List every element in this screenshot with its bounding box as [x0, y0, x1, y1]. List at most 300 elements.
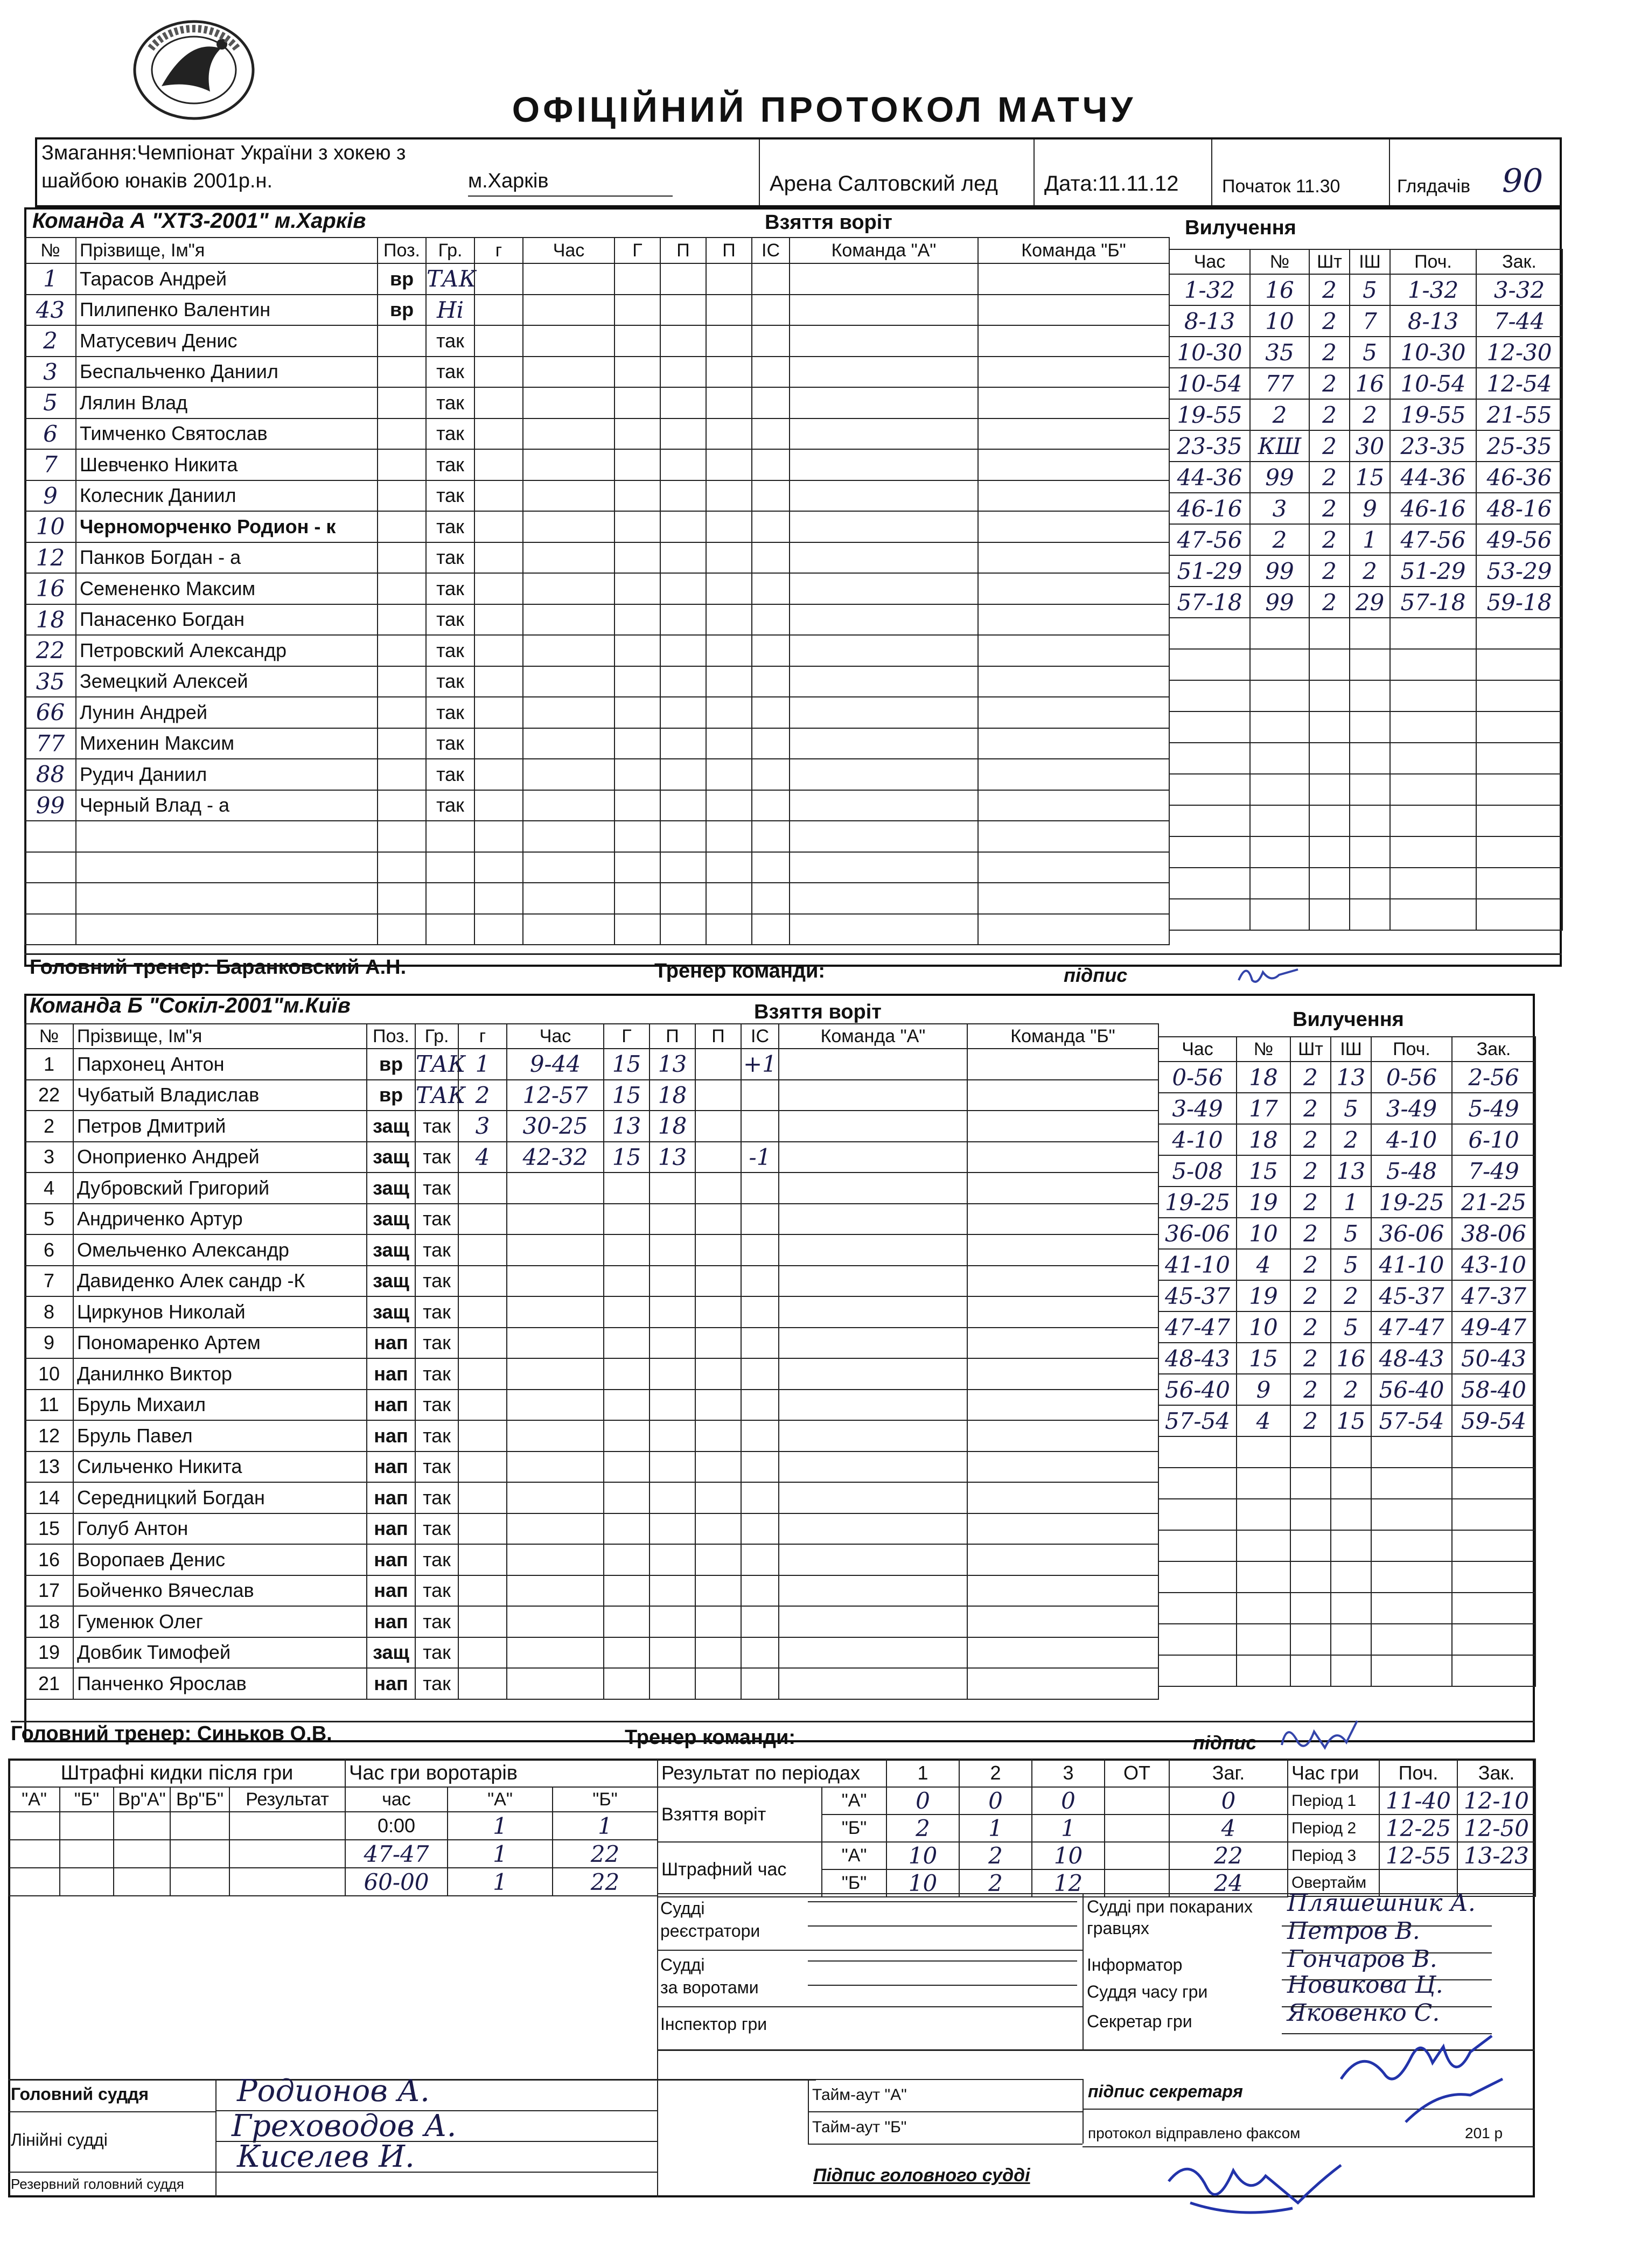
- goal-g: [458, 1637, 507, 1669]
- secretary-sign-label: підпис секретаря: [1088, 2082, 1243, 2101]
- player-position: [378, 666, 426, 697]
- player-number: 18: [25, 1606, 73, 1637]
- goalie-time-header: Час гри воротарів: [345, 1759, 658, 1787]
- goal-row: [458, 1204, 1158, 1235]
- penalty-ish: [1350, 899, 1390, 930]
- goal-time: [507, 1606, 604, 1637]
- penalty-row: [1169, 774, 1562, 805]
- goal-row: [474, 542, 1169, 574]
- player-position: нап: [367, 1451, 415, 1483]
- goal-time: [523, 728, 614, 759]
- goal-G: [614, 635, 660, 666]
- player-position: защ: [367, 1266, 415, 1297]
- penalty-start: 57-54: [1371, 1405, 1452, 1436]
- table-row: [25, 480, 474, 512]
- penalty-sht: 2: [1309, 274, 1350, 305]
- goal-time: [507, 1173, 604, 1204]
- goals-a-total: 0: [1169, 1787, 1288, 1815]
- penalty-sht: 2: [1290, 1374, 1331, 1405]
- goal-g: [474, 697, 523, 728]
- goal-team-a-cell: [779, 1358, 967, 1390]
- main-judge-sign-label: Підпис головного судді: [813, 2165, 1030, 2186]
- penalty-row: [1158, 1280, 1535, 1311]
- penalty-num: [1237, 1655, 1290, 1686]
- player-number: 21: [25, 1668, 73, 1699]
- penalty-num: 18: [1237, 1062, 1290, 1093]
- penalty-ish: 13: [1331, 1155, 1371, 1187]
- player-name: Семененко Максим: [76, 573, 378, 604]
- goal-team-a-cell: [779, 1296, 967, 1328]
- goal-P: [650, 1204, 695, 1235]
- goal-team-b-cell: [967, 1606, 1158, 1637]
- goal-team-a-cell: [790, 759, 978, 790]
- goal-row: [474, 604, 1169, 636]
- city: м.Харків: [468, 170, 549, 192]
- penalty-row: [1169, 711, 1562, 743]
- goal-P2: [706, 357, 752, 388]
- penalty-ish: 2: [1331, 1374, 1371, 1405]
- penalty-start: 1-32: [1390, 274, 1476, 305]
- goal-team-b-cell: [967, 1204, 1158, 1235]
- goal-P: [660, 697, 706, 728]
- penalty-sht: 2: [1309, 337, 1350, 368]
- team-b-pen-header: Вилучення: [1293, 1008, 1404, 1031]
- player-status: так: [415, 1296, 458, 1328]
- goal-P: 18: [650, 1111, 695, 1142]
- table-row: [25, 511, 474, 542]
- goal-row: [458, 1328, 1158, 1359]
- player-name: Земецкий Алексей: [76, 666, 378, 697]
- penalty-ish: [1331, 1561, 1371, 1593]
- goal-G: [604, 1296, 650, 1328]
- goal-P2: [695, 1080, 741, 1111]
- player-number: 4: [25, 1173, 73, 1204]
- goal-team-b-cell: [967, 1358, 1158, 1390]
- penalty-start: 47-56: [1390, 524, 1476, 555]
- goal-time: [507, 1575, 604, 1607]
- goal-P: [650, 1173, 695, 1204]
- table-row: [25, 1234, 458, 1266]
- goal-team-a-cell: [790, 821, 978, 852]
- goal-team-a-cell: [790, 573, 978, 604]
- pim-b-p3: 12: [1032, 1869, 1105, 1897]
- goal-row: [458, 1668, 1158, 1699]
- p-col-total: Заг.: [1169, 1759, 1288, 1787]
- penalty-row: [1169, 680, 1562, 711]
- penalty-start: 41-10: [1371, 1249, 1452, 1280]
- player-name: Голуб Антон: [73, 1513, 367, 1545]
- goal-P: [660, 573, 706, 604]
- player-position: нап: [367, 1358, 415, 1390]
- goal-P2: [695, 1606, 741, 1637]
- penalty-num: 3: [1250, 493, 1309, 524]
- goal-G: [604, 1544, 650, 1575]
- empty-cell: [378, 883, 426, 914]
- player-name: Тарасов Андрей: [76, 263, 378, 295]
- penalty-time: 48-43: [1158, 1343, 1237, 1374]
- goal-g: [458, 1390, 507, 1421]
- penalty-start: [1371, 1530, 1452, 1561]
- penalty-ish: [1331, 1593, 1371, 1624]
- penalty-row: [1169, 587, 1562, 618]
- team-a-coach: Головний тренер: Баранковский А.Н.: [30, 956, 407, 979]
- goal-g: [458, 1328, 507, 1359]
- penalty-ish: 5: [1350, 274, 1390, 305]
- penalty-ish: 5: [1331, 1249, 1371, 1280]
- pim-a-total: 22: [1169, 1842, 1288, 1869]
- goal-P2: [695, 1451, 741, 1483]
- penalty-start: [1390, 711, 1476, 743]
- game-time-row: [1288, 1815, 1535, 1842]
- player-name: Циркунов Николай: [73, 1296, 367, 1328]
- penalty-time: [1169, 805, 1250, 836]
- penalty-num: [1250, 836, 1309, 868]
- col-name: Прізвище, Ім"я: [76, 238, 378, 263]
- goal-team-a-cell: [779, 1111, 967, 1142]
- goal-G: [604, 1451, 650, 1483]
- player-name: Лялин Влад: [76, 387, 378, 418]
- penalty-num: 15: [1237, 1155, 1290, 1187]
- penalty-row: [1169, 524, 1562, 555]
- period-label: Період 2: [1288, 1815, 1379, 1842]
- goal-team-a-cell: [790, 666, 978, 697]
- goals-b-ot: [1105, 1815, 1169, 1842]
- penalty-sht: 2: [1309, 368, 1350, 399]
- goal-team-a-cell: [790, 357, 978, 388]
- table-row: [25, 418, 474, 450]
- player-position: [378, 790, 426, 821]
- goal-IS: [741, 1637, 779, 1669]
- goal-P2: [706, 666, 752, 697]
- line-judge-1: Греховодов А.: [232, 2109, 457, 2144]
- goal-g: 1: [458, 1049, 507, 1080]
- goal-P2: [695, 1637, 741, 1669]
- goal-g: [458, 1420, 507, 1451]
- goal-P: 18: [650, 1080, 695, 1111]
- player-name: Пономаренко Артем: [73, 1328, 367, 1359]
- player-status: ТАК: [426, 263, 474, 295]
- gt-col-a: "А": [448, 1787, 553, 1812]
- goal-G: [614, 295, 660, 326]
- penalty-num: 77: [1250, 368, 1309, 399]
- penalty-num: [1250, 805, 1309, 836]
- goal-g: [458, 1575, 507, 1607]
- goal-IS: [752, 852, 790, 883]
- player-position: защ: [367, 1204, 415, 1235]
- informer-label: Інформатор: [1087, 1955, 1183, 1974]
- goal-time: [523, 542, 614, 574]
- goal-time: [523, 480, 614, 512]
- penalty-ish: [1331, 1530, 1371, 1561]
- team-a-penalties-table: [1169, 249, 1563, 931]
- penalty-num: [1237, 1436, 1290, 1468]
- goal-P2: [706, 449, 752, 480]
- goal-team-b-cell: [967, 1637, 1158, 1669]
- penalty-start: [1390, 618, 1476, 649]
- col-IS: ІС: [752, 238, 790, 263]
- player-number: 5: [25, 1204, 73, 1235]
- penalty-row: [1169, 805, 1562, 836]
- empty-cell: [25, 852, 76, 883]
- player-name: Бойченко Вячеслав: [73, 1575, 367, 1607]
- player-number: 22: [25, 1080, 73, 1111]
- player-status: ТАК: [415, 1049, 458, 1080]
- penalty-ish: [1350, 649, 1390, 680]
- goal-team-a-cell: [779, 1173, 967, 1204]
- goal-time: [507, 1637, 604, 1669]
- goal-g: [474, 449, 523, 480]
- goal-time: [507, 1204, 604, 1235]
- goal-row: [458, 1451, 1158, 1483]
- penalty-start: 23-35: [1390, 430, 1476, 462]
- shootout-col: Результат: [229, 1787, 345, 1812]
- penalty-ish: [1350, 774, 1390, 805]
- goal-time: [507, 1234, 604, 1266]
- penalty-start: [1371, 1436, 1452, 1468]
- penalty-time: 5-08: [1158, 1155, 1237, 1187]
- player-number: 9: [25, 1328, 73, 1359]
- penalty-ish: 7: [1350, 305, 1390, 337]
- penalty-ish: 2: [1350, 555, 1390, 587]
- player-position: [378, 697, 426, 728]
- penalty-row: [1158, 1499, 1535, 1530]
- goals-b-p1: 2: [886, 1815, 959, 1842]
- empty-cell: [426, 821, 474, 852]
- penalty-start: [1390, 774, 1476, 805]
- player-name: Петров Дмитрий: [73, 1111, 367, 1142]
- goal-row: [458, 1513, 1158, 1545]
- goal-row: [458, 1296, 1158, 1328]
- goal-IS: [741, 1266, 779, 1297]
- player-position: нап: [367, 1575, 415, 1607]
- penalty-row: [1158, 1062, 1535, 1093]
- player-status: так: [426, 357, 474, 388]
- goal-row: [474, 883, 1169, 914]
- goal-team-b-cell: [967, 1668, 1158, 1699]
- player-name: Довбик Тимофей: [73, 1637, 367, 1669]
- penalty-ish: [1331, 1655, 1371, 1686]
- player-position: защ: [367, 1111, 415, 1142]
- player-position: [378, 357, 426, 388]
- empty-cell: [426, 914, 474, 945]
- goal-IS: [741, 1111, 779, 1142]
- goalie-cell: 22: [553, 1868, 658, 1896]
- team-a-coach-label: Тренер команди:: [654, 960, 826, 982]
- table-row: [25, 325, 474, 357]
- player-number: 15: [25, 1513, 73, 1545]
- goal-P2: [706, 573, 752, 604]
- penalty-row: [1169, 618, 1562, 649]
- penalty-time: 56-40: [1158, 1374, 1237, 1405]
- goal-row: [474, 790, 1169, 821]
- goal-g: [458, 1296, 507, 1328]
- penalty-ish: [1350, 711, 1390, 743]
- player-number: 3: [25, 1142, 73, 1173]
- goal-time: [507, 1390, 604, 1421]
- penalty-ish: 16: [1331, 1343, 1371, 1374]
- col-P: П: [660, 238, 706, 263]
- goal-IS: [741, 1204, 779, 1235]
- penalty-end: 47-37: [1452, 1280, 1535, 1311]
- penalty-end: 25-35: [1476, 430, 1562, 462]
- goal-P2: [706, 790, 752, 821]
- player-name: Лунин Андрей: [76, 697, 378, 728]
- player-position: нап: [367, 1668, 415, 1699]
- penalty-ish: 5: [1350, 337, 1390, 368]
- goal-team-b-cell: [967, 1234, 1158, 1266]
- goal-P: [660, 666, 706, 697]
- player-name: Пархонец Антон: [73, 1049, 367, 1080]
- team-b-sign-label: підпис: [1193, 1732, 1257, 1754]
- goal-time: [523, 295, 614, 326]
- goal-IS: [752, 357, 790, 388]
- table-row: [25, 1328, 458, 1359]
- player-status: так: [415, 1606, 458, 1637]
- goal-P2: [695, 1296, 741, 1328]
- goal-P2: [706, 263, 752, 295]
- player-number: 77: [25, 728, 76, 759]
- goal-team-a-cell: [779, 1328, 967, 1359]
- penalty-row: [1169, 649, 1562, 680]
- table-row: [25, 1266, 458, 1297]
- penalty-num: 9: [1237, 1374, 1290, 1405]
- table-row: [25, 1204, 458, 1235]
- player-status: так: [415, 1513, 458, 1545]
- gt-col-b: "Б": [553, 1787, 658, 1812]
- penalty-time: [1169, 868, 1250, 899]
- goal-time: [507, 1266, 604, 1297]
- goal-team-b-cell: [967, 1080, 1158, 1111]
- goal-P2: [695, 1482, 741, 1513]
- goal-time: [507, 1358, 604, 1390]
- team-a-goals-header: Взяття воріт: [765, 211, 892, 234]
- goal-IS: [752, 697, 790, 728]
- goal-IS: [741, 1420, 779, 1451]
- goal-P: [650, 1482, 695, 1513]
- player-status: так: [426, 573, 474, 604]
- goal-team-b-cell: [967, 1451, 1158, 1483]
- penalty-end: 38-06: [1452, 1218, 1535, 1249]
- player-number: 12: [25, 542, 76, 574]
- penalty-num: [1237, 1468, 1290, 1499]
- penalty-sht: 2: [1309, 555, 1350, 587]
- goal-IS: [741, 1606, 779, 1637]
- penalty-ish: [1350, 868, 1390, 899]
- penalty-end: 43-10: [1452, 1249, 1535, 1280]
- pim-b-p2: 2: [959, 1869, 1032, 1897]
- penalty-row: [1169, 899, 1562, 930]
- penalty-start: 57-18: [1390, 587, 1476, 618]
- player-number: 17: [25, 1575, 73, 1607]
- p-col-ot: ОТ: [1105, 1759, 1169, 1787]
- b-pen-col-start: Поч.: [1371, 1037, 1452, 1062]
- goals-a-p1: 0: [886, 1787, 959, 1815]
- b-col-name: Прізвище, Ім"я: [73, 1024, 367, 1049]
- player-status: так: [426, 511, 474, 542]
- penalty-num: [1237, 1530, 1290, 1561]
- penalty-end: 48-16: [1476, 493, 1562, 524]
- goal-P: [660, 604, 706, 636]
- penalty-start: 48-43: [1371, 1343, 1452, 1374]
- table-row: [25, 914, 474, 945]
- goal-P2: [695, 1173, 741, 1204]
- goal-P: [660, 480, 706, 512]
- meta-row: [35, 137, 1562, 207]
- player-number: 99: [25, 790, 76, 821]
- penalty-end: [1476, 774, 1562, 805]
- penalty-num: 99: [1250, 555, 1309, 587]
- player-status: ТАК: [415, 1080, 458, 1111]
- goal-g: [458, 1234, 507, 1266]
- goal-IS: [741, 1173, 779, 1204]
- penalty-start: [1390, 868, 1476, 899]
- table-row: [25, 573, 474, 604]
- goal-g: [458, 1204, 507, 1235]
- goal-P2: [706, 821, 752, 852]
- goal-team-b-cell: [978, 759, 1169, 790]
- penalty-end: [1452, 1499, 1535, 1530]
- penalty-row: [1169, 430, 1562, 462]
- goal-IS: [741, 1358, 779, 1390]
- table-row: [25, 1111, 458, 1142]
- goal-G: [614, 914, 660, 945]
- spectators-count: 90: [1502, 162, 1544, 200]
- penalty-start: [1390, 743, 1476, 774]
- period-time: 13-23: [1457, 1842, 1535, 1869]
- penalty-num: [1250, 618, 1309, 649]
- goal-G: [614, 418, 660, 450]
- penalty-ish: [1331, 1499, 1371, 1530]
- period-label: Овертайм: [1288, 1869, 1379, 1896]
- penalty-start: [1371, 1655, 1452, 1686]
- penalty-row: [1158, 1593, 1535, 1624]
- goal-P: [650, 1637, 695, 1669]
- penalty-end: 6-10: [1452, 1124, 1535, 1155]
- table-row: [25, 263, 474, 295]
- goal-row: [458, 1234, 1158, 1266]
- goal-team-b-cell: [978, 852, 1169, 883]
- main-judge-signature: [1158, 2149, 1363, 2230]
- goal-P2: [706, 883, 752, 914]
- penalty-start: 56-40: [1371, 1374, 1452, 1405]
- goal-IS: [752, 821, 790, 852]
- goal-row: [474, 573, 1169, 604]
- penalty-num: 2: [1250, 524, 1309, 555]
- goal-row: [458, 1637, 1158, 1669]
- penalty-end: [1476, 899, 1562, 930]
- player-position: [378, 635, 426, 666]
- col-G: Г: [614, 238, 660, 263]
- player-name: Сильченко Никита: [73, 1451, 367, 1483]
- penalty-sht: 2: [1309, 493, 1350, 524]
- penalty-judge-2: Петров В.: [1287, 1917, 1420, 1945]
- b-col-teamA: Команда "А": [779, 1024, 967, 1049]
- penalty-end: 49-56: [1476, 524, 1562, 555]
- player-position: [378, 604, 426, 636]
- goal-g: [458, 1266, 507, 1297]
- goal-IS: [752, 604, 790, 636]
- empty-cell: [378, 821, 426, 852]
- main-judge-value: Родионов А.: [237, 2074, 430, 2109]
- goal-P2: [706, 697, 752, 728]
- pen-col-end: Зак.: [1476, 249, 1562, 274]
- gt-col-time: час: [345, 1787, 448, 1812]
- goal-g: [474, 728, 523, 759]
- goal-P: [660, 883, 706, 914]
- goal-P2: [706, 728, 752, 759]
- goal-team-a-cell: [779, 1575, 967, 1607]
- penalty-sht: [1290, 1499, 1331, 1530]
